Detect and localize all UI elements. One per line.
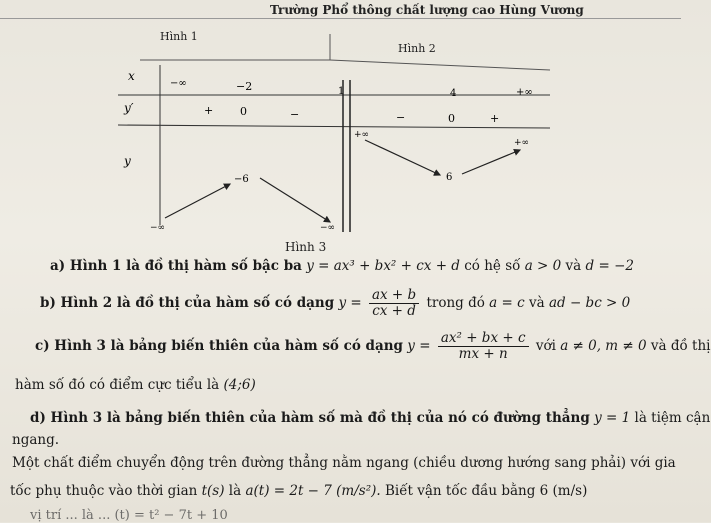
statement-c-y: y = bbox=[407, 338, 431, 354]
statement-b-y: y = bbox=[338, 295, 362, 311]
yprime-sign: + bbox=[204, 104, 214, 117]
statement-a-formula: y = ax³ + bx² + cx + d bbox=[306, 258, 460, 274]
statement-a-text: a) Hình 1 là đồ thị hàm số bậc ba bbox=[50, 258, 302, 274]
statement-d bbox=[30, 410, 710, 426]
yprime-sign: − bbox=[290, 108, 300, 121]
statement-a-cond1: a > 0 bbox=[524, 258, 562, 274]
statement-b-text: b) Hình 2 là đồ thị của hàm số có dạng bbox=[40, 295, 335, 311]
problem-line-2-suffix: Biết vận tốc đầu bằng 6 (m/s) bbox=[384, 483, 588, 499]
yprime-sign: + bbox=[490, 112, 500, 125]
statement-c-text: c) Hình 3 là bảng biến thiên của hàm số có dạng bbox=[35, 338, 403, 354]
statement-a bbox=[50, 258, 634, 274]
statement-c-numerator: ax² + bx + c bbox=[438, 331, 529, 347]
statement-d-eq: y = 1 bbox=[594, 410, 631, 426]
problem-line-1: Một chất điểm chuyển động trên đường thẳng nằm ngang (chiều dương hướng sang phải) với gia bbox=[12, 455, 676, 471]
statement-c-suffix: và đồ thị bbox=[650, 338, 711, 354]
x-value: 4 bbox=[450, 88, 457, 99]
problem-acceleration: a(t) = 2t − 7 (m/s²). bbox=[245, 483, 381, 499]
figure-2-label: Hình 2 bbox=[398, 42, 436, 55]
school-header: Trường Phổ thông chất lượng cao Hùng Vương bbox=[270, 3, 584, 17]
problem-time: t(s) bbox=[201, 483, 225, 499]
x-value: −∞ bbox=[170, 78, 187, 89]
y-value: −∞ bbox=[150, 223, 166, 233]
yprime-sign: 0 bbox=[448, 112, 455, 125]
yprime-sign: 0 bbox=[240, 105, 247, 118]
problem-line-2 bbox=[10, 483, 587, 499]
x-value: 1 bbox=[338, 86, 345, 97]
statement-c-mid: với bbox=[535, 338, 556, 354]
x-row-label: x bbox=[128, 69, 135, 83]
statement-c bbox=[35, 331, 711, 362]
x-value: −2 bbox=[236, 80, 253, 93]
statement-d-line2: ngang. bbox=[12, 432, 60, 448]
statement-a-mid: có hệ số bbox=[464, 258, 521, 274]
yprime-sign: − bbox=[396, 111, 406, 124]
statement-c-fraction bbox=[438, 331, 529, 362]
statement-b-cond1: a = c bbox=[489, 295, 525, 311]
statement-a-cond2: d = −2 bbox=[585, 258, 634, 274]
statement-c-line2-text: hàm số đó có điểm cực tiểu là bbox=[15, 377, 220, 393]
y-value: +∞ bbox=[354, 130, 370, 140]
statement-b-numerator: ax + b bbox=[369, 288, 419, 304]
yprime-row-label: y′ bbox=[124, 101, 134, 115]
y-value: −∞ bbox=[320, 223, 336, 233]
statement-b-mid: trong đó bbox=[426, 295, 485, 311]
figure-1-label: Hình 1 bbox=[160, 30, 198, 43]
y-row-label: y bbox=[124, 154, 131, 168]
statement-c-cond: a ≠ 0, m ≠ 0 bbox=[560, 338, 647, 354]
y-value: +∞ bbox=[514, 138, 530, 148]
statement-c-denominator: mx + n bbox=[458, 346, 508, 362]
statement-b-and: và bbox=[528, 295, 545, 311]
cutoff-line: vị trí ... là ... (t) = t² − 7t + 10 bbox=[30, 508, 228, 523]
problem-line-2-prefix: tốc phụ thuộc vào thời gian bbox=[10, 483, 198, 499]
statement-b-denominator: cx + d bbox=[372, 303, 416, 319]
statement-b bbox=[40, 288, 630, 319]
problem-la: là bbox=[228, 483, 242, 499]
y-value: −6 bbox=[234, 174, 249, 185]
figure-3-label: Hình 3 bbox=[285, 240, 327, 254]
y-value: 6 bbox=[446, 172, 453, 183]
x-value: +∞ bbox=[516, 87, 533, 98]
statement-d-text: d) Hình 3 là bảng biến thiên của hàm số mà đồ thị của nó có đường thẳng bbox=[30, 410, 590, 426]
variation-table bbox=[0, 0, 681, 240]
statement-b-fraction bbox=[369, 288, 419, 319]
statement-c-line2 bbox=[15, 377, 256, 393]
statement-b-cond2: ad − bc > 0 bbox=[548, 295, 631, 311]
statement-a-and: và bbox=[565, 258, 582, 274]
statement-c-point: (4;6) bbox=[223, 377, 256, 393]
statement-d-suffix: là tiệm cận bbox=[634, 410, 711, 426]
